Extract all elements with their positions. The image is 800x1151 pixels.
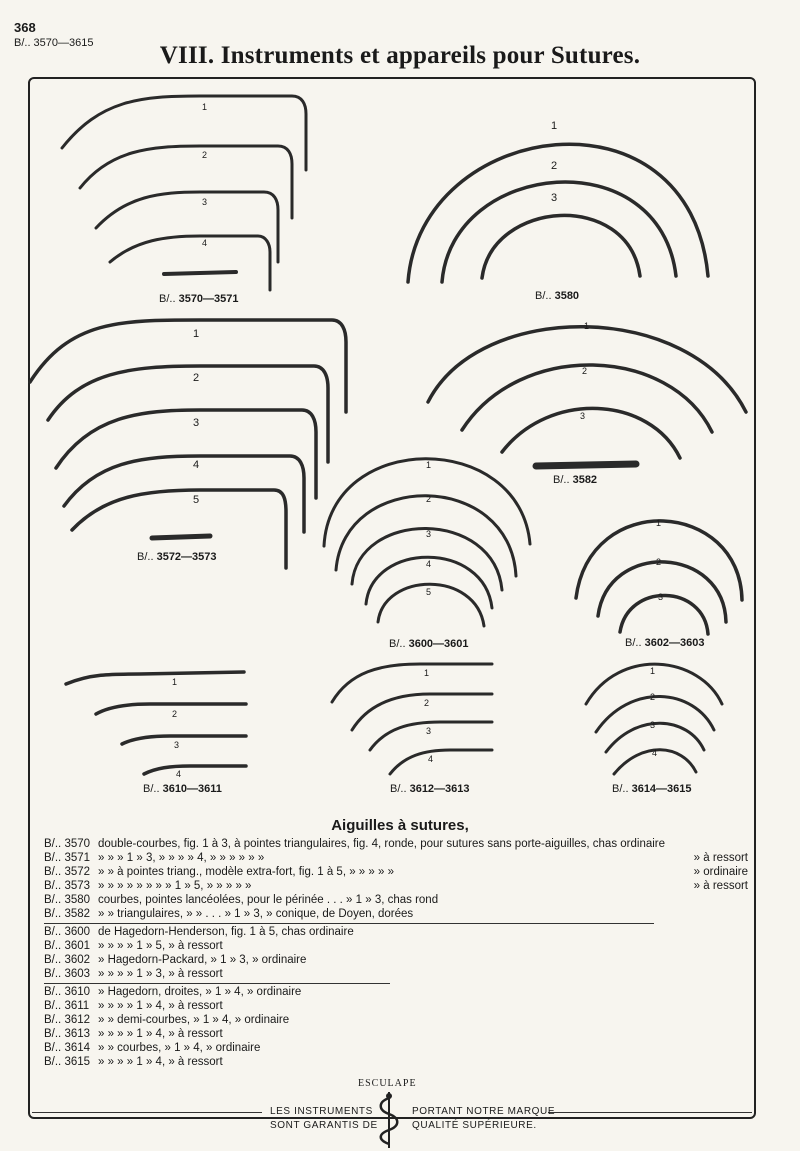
divider (44, 923, 654, 924)
footer-left-line2: SONT GARANTIS DE (270, 1120, 378, 1131)
needles-3600 (324, 459, 530, 626)
caption-3614: B/.. 3614—3615 (612, 783, 692, 795)
caduceus-logo-icon (372, 1090, 406, 1150)
caption-3580: B/.. 3580 (535, 290, 580, 302)
caption-3610: B/.. 3610—3611 (143, 783, 222, 795)
caption-3600: B/.. 3600—3601 (389, 638, 469, 650)
fig-label: 1 (650, 666, 656, 676)
fig-label: 3 (426, 726, 432, 736)
needles-3572 (30, 320, 346, 568)
footer-rule-left (32, 1112, 262, 1113)
section-title: Aiguilles à sutures, (331, 817, 469, 834)
needles-3582 (428, 327, 746, 466)
needles-3610 (66, 672, 246, 774)
page-title: VIII. Instruments et appareils pour Sutures. (159, 42, 641, 69)
fig-label: 3 (174, 740, 180, 750)
caption-3602: B/.. 3602—3603 (625, 637, 705, 649)
fig-label: 4 (202, 238, 208, 248)
needles-3602 (576, 521, 742, 634)
fig-label: 2 (582, 366, 588, 376)
fig-label: 4 (652, 748, 658, 758)
footer-right-line1: PORTANT NOTRE MARQUE (412, 1106, 556, 1117)
fig-label: 5 (426, 587, 432, 597)
divider (44, 983, 390, 984)
footer-left-line1: LES INSTRUMENTS (270, 1106, 373, 1117)
fig-label: 1 (172, 677, 178, 687)
fig-label: 2 (426, 494, 432, 504)
fig-label: 1 (202, 102, 208, 112)
fig-label: 2 (193, 372, 200, 384)
fig-label: 3 (551, 192, 558, 204)
fig-label: 3 (193, 417, 200, 429)
fig-label: 5 (193, 494, 200, 506)
needles-3612 (332, 664, 492, 774)
fig-label: 1 (584, 321, 590, 331)
needles-3570 (62, 96, 306, 290)
footer-right-line2: QUALITÉ SUPÉRIEURE. (412, 1120, 537, 1131)
fig-label: 1 (426, 460, 432, 470)
caption-3572: B/.. 3572—3573 (137, 551, 217, 563)
footer-rule-right (548, 1112, 752, 1113)
fig-label: 4 (193, 459, 200, 471)
fig-label: 3 (202, 197, 208, 207)
caption-3582: B/.. 3582 (553, 474, 598, 486)
needles-3580 (408, 144, 708, 282)
fig-label: 1 (656, 518, 662, 528)
fig-label: 2 (656, 557, 662, 567)
fig-label: 2 (650, 692, 656, 702)
fig-label: 1 (193, 328, 200, 340)
fig-label: 3 (658, 592, 664, 602)
fig-label: 2 (202, 150, 208, 160)
fig-label: 2 (172, 709, 178, 719)
page-ref-range: B/.. 3570—3615 (14, 37, 94, 49)
fig-label: 4 (426, 559, 432, 569)
fig-label: 3 (650, 720, 656, 730)
fig-label: 4 (176, 769, 182, 779)
emblem-text: ESCULAPE (358, 1078, 417, 1089)
fig-label: 1 (424, 668, 430, 678)
caption-3612: B/.. 3612—3613 (390, 783, 470, 795)
fig-label: 1 (551, 120, 558, 132)
fig-label: 2 (424, 698, 430, 708)
fig-label: 3 (580, 411, 586, 421)
page-number: 368 (14, 20, 36, 35)
fig-label: 2 (551, 160, 558, 172)
caption-3570: B/.. 3570—3571 (159, 293, 239, 305)
fig-label: 4 (428, 754, 434, 764)
fig-label: 3 (426, 529, 432, 539)
